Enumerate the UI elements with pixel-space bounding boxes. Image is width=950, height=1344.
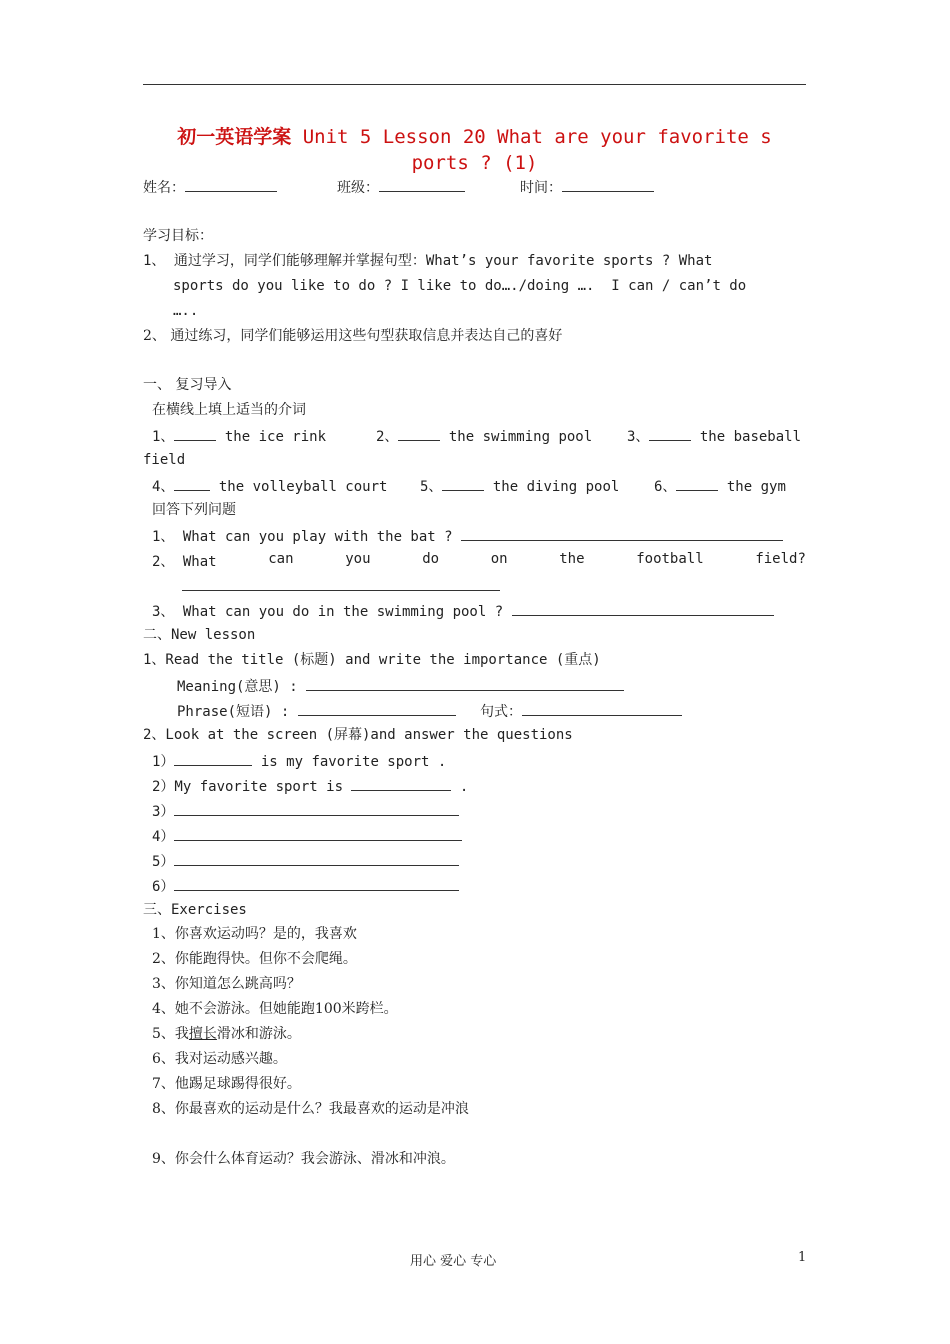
exercise-9: 9、你会什么体育运动？我会游泳、滑冰和冲浪。 (152, 1151, 455, 1167)
exercise-1: 1、你喜欢运动吗？是的，我喜欢 (152, 926, 357, 942)
header-rule (143, 84, 806, 85)
blank-row-2-a: 4、 the volleyball court (152, 476, 387, 496)
class-field: 班级： (337, 177, 465, 197)
exercise-5: 5、我擅长滑冰和游泳。 (152, 1026, 301, 1042)
blank-row-1-c: 3、 the baseball (627, 426, 801, 446)
section1-instruction: 在横线上填上适当的介词 (152, 402, 306, 418)
section3-heading: 三、Exercises (143, 902, 247, 918)
question-1: 1、 What can you play with the bat ? (152, 526, 783, 546)
footer-motto: 用心 爱心 专心 (410, 1254, 497, 1269)
name-field: 姓名： (143, 177, 277, 197)
answer-4: 4） (152, 826, 462, 846)
section2-item1: 1、Read the title (标题) and write the importance (重点) (143, 652, 601, 668)
title-en: Unit 5 Lesson 20 What are your favorite s (291, 126, 772, 148)
objective-1-line-b: sports do you like to do ? I like to do…./doing …. I can / can’t do (173, 278, 747, 294)
question-2: 2、 What can you do on the football field? (152, 551, 806, 570)
page-number: 1 (798, 1250, 807, 1265)
objective-1-line-c: ….. (173, 303, 199, 319)
objectives-heading: 学习目标： (143, 228, 213, 244)
objective-1-line-a: 1、 通过学习，同学们能够理解并掌握句型：What’s your favorite sports ? What (143, 253, 713, 269)
phrase-field: Phrase(短语) : (177, 701, 456, 721)
blank-row-2-b: 5、 the diving pool (420, 476, 619, 496)
blank-row-1-wrap: field (143, 452, 186, 468)
answer-1: 1） is my favorite sport . (152, 751, 446, 771)
document-title (143, 124, 806, 176)
title-line2: ports ? (1) (411, 152, 538, 174)
blank-row-1-b: 2、 the swimming pool (376, 426, 592, 446)
section2-heading: 二、New lesson (143, 627, 256, 643)
answer-2: 2）My favorite sport is . (152, 776, 468, 796)
sentence-field: 句式： (480, 701, 682, 721)
meaning-field: Meaning(意思) : (177, 676, 624, 696)
answer-3: 3） (152, 801, 459, 821)
blank-row-1-a: 1、 the ice rink (152, 426, 326, 446)
section1-heading: 一、 复习导入 (143, 377, 232, 393)
questions-heading: 回答下列问题 (152, 502, 236, 518)
time-field: 时间： (520, 177, 654, 197)
question-2-answer-line (182, 576, 500, 596)
title-cn: 初一英语学案 (177, 126, 292, 148)
blank-row-2-c: 6、 the gym (654, 476, 786, 496)
objective-2: 2、 通过练习，同学们能够运用这些句型获取信息并表达自己的喜好 (143, 328, 563, 344)
exercise-8: 8、你最喜欢的运动是什么？我最喜欢的运动是冲浪 (152, 1101, 469, 1117)
exercise-6: 6、我对运动感兴趣。 (152, 1051, 287, 1067)
exercise-4: 4、她不会游泳。但她能跑100米跨栏。 (152, 1001, 398, 1017)
exercise-7: 7、他踢足球踢得很好。 (152, 1076, 301, 1092)
section2-item2: 2、Look at the screen (屏幕)and answer the questions (143, 727, 573, 743)
exercise-3: 3、你知道怎么跳高吗？ (152, 976, 301, 992)
exercise-2: 2、你能跑得快。但你不会爬绳。 (152, 951, 357, 967)
answer-5: 5） (152, 851, 459, 871)
question-3: 3、 What can you do in the swimming pool ? (152, 601, 774, 621)
answer-6: 6） (152, 876, 459, 896)
